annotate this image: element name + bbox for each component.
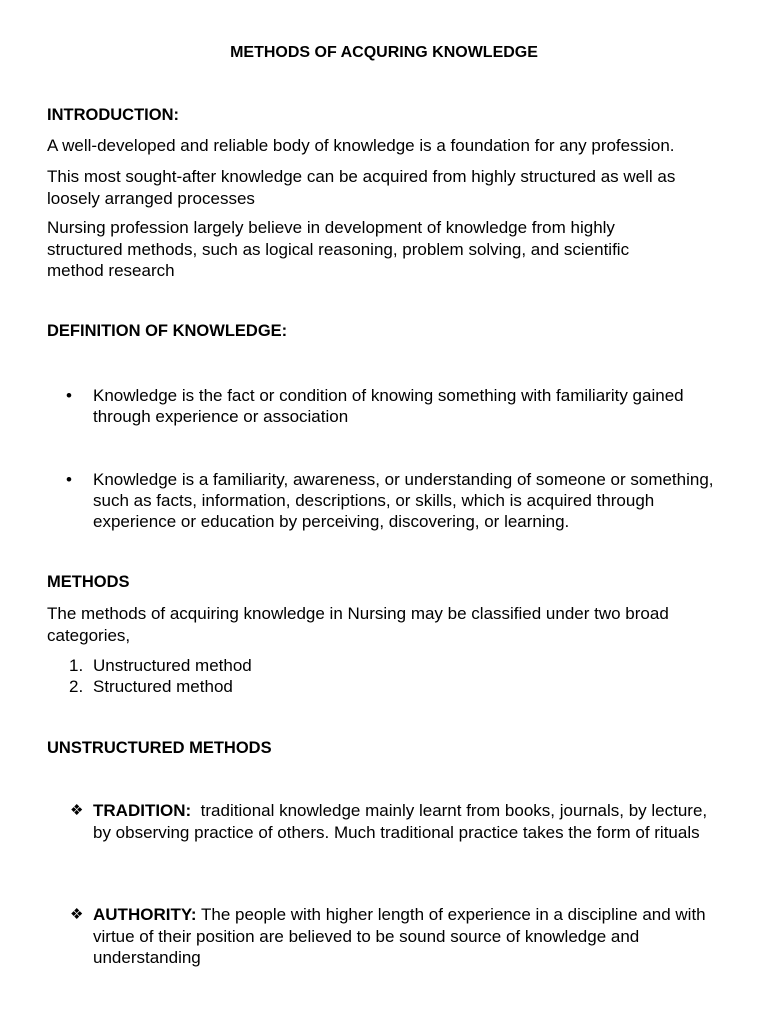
document-title: METHODS OF ACQURING KNOWLEDGE <box>230 44 538 61</box>
definition-bullet-1 <box>66 385 736 427</box>
unstructured-heading: UNSTRUCTURED METHODS <box>47 739 272 757</box>
item-term: TRADITION: <box>93 801 192 820</box>
list-label: Structured method <box>93 677 233 696</box>
intro-paragraph-3: Nursing profession largely believe in development of knowledge from highly structured methods, such as logical reasoning, problem solving, and scientific method research <box>47 218 630 280</box>
unstructured-item-tradition <box>70 800 710 843</box>
item-description: The people with higher length of experience in a discipline and with virtue of their position are believed to be sound source of knowledge and understanding <box>93 905 706 967</box>
unstructured-item-text <box>93 800 710 843</box>
list-number: 2. <box>69 677 84 696</box>
definition-heading: DEFINITION OF KNOWLEDGE: <box>47 322 288 340</box>
introduction-heading: INTRODUCTION: <box>47 106 179 124</box>
unstructured-item-text <box>93 904 730 969</box>
definition-bullet-text: Knowledge is the fact or condition of knowing something with familiarity gained through experience or association <box>93 386 684 426</box>
intro-paragraph-2: This most sought-after knowledge can be acquired from highly structured as well as loosely arranged processes <box>47 167 676 208</box>
definition-bullet-text: Knowledge is a familiarity, awareness, or understanding of someone or something, such as facts, information, descriptions, or skills, which is acquired through experience or education by perceiving, discovering, or learning. <box>93 470 714 531</box>
list-number: 1. <box>69 656 84 675</box>
unstructured-item-authority <box>70 904 730 969</box>
list-label: Unstructured method <box>93 656 252 675</box>
methods-list-item-1 <box>69 655 252 676</box>
intro-paragraph-1: A well-developed and reliable body of knowledge is a foundation for any profession. <box>47 136 675 155</box>
methods-list-item-2 <box>69 676 233 697</box>
definition-bullet-2 <box>66 469 726 532</box>
methods-intro: The methods of acquiring knowledge in Nursing may be classified under two broad categories, <box>47 604 669 645</box>
bullet-marker: • <box>66 470 72 489</box>
item-term: AUTHORITY: <box>93 905 197 924</box>
diamond-bullet-icon: ❖ <box>70 802 84 819</box>
item-description: traditional knowledge mainly learnt from books, journals, by lecture, by observing practice of others. Much traditional practice takes the form of rituals <box>93 801 708 842</box>
bullet-marker: • <box>66 386 72 405</box>
methods-heading: METHODS <box>47 573 130 591</box>
diamond-bullet-icon: ❖ <box>70 906 84 923</box>
